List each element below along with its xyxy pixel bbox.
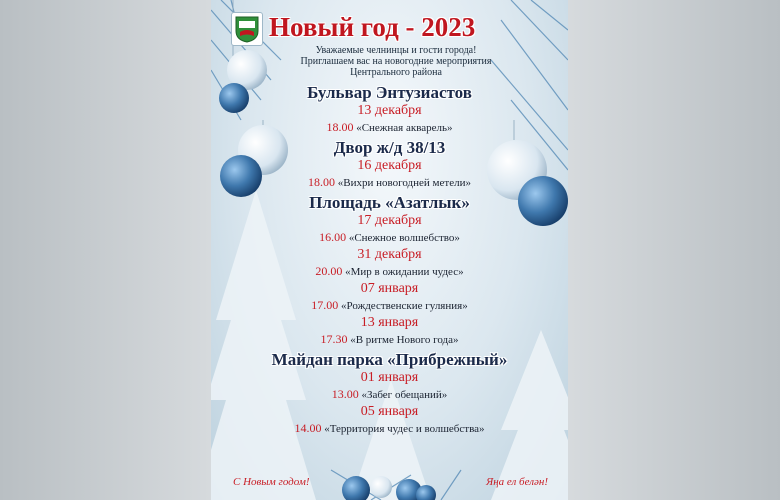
intro-line: Уважаемые челнинцы и гости города!: [315, 45, 477, 56]
event-item: [211, 331, 568, 349]
event-item: [211, 297, 568, 315]
event-date: 07 января: [360, 281, 419, 296]
event-name: «Вихри новогодней метели»: [337, 177, 471, 189]
event-time: 20.00: [315, 264, 343, 278]
event-time: 17.00: [311, 298, 339, 312]
city-emblem-icon: [231, 12, 263, 46]
event-time: 18.00: [308, 175, 336, 189]
event-item: [211, 420, 568, 438]
event-name: «В ритме Нового года»: [350, 334, 459, 346]
event-item: [211, 174, 568, 192]
greeting-russian: С Новым годом!: [233, 476, 310, 488]
greeting-tatar: Яңа ел белән!: [485, 476, 548, 488]
poster-title: Новый год - 2023: [269, 12, 476, 42]
event-name: «Снежное волшебство»: [348, 232, 460, 244]
event-item: [211, 229, 568, 247]
event-item: [211, 119, 568, 137]
venue-heading: Бульвар Энтузиастов: [307, 83, 472, 102]
new-year-poster: [211, 0, 568, 500]
event-time: 16.00: [319, 230, 347, 244]
event-time: 17.30: [320, 332, 348, 346]
event-date: 16 декабря: [357, 158, 422, 173]
event-time: 14.00: [294, 421, 322, 435]
event-date: 05 января: [360, 404, 419, 419]
intro-line: Приглашаем вас на новогодние мероприятия: [300, 56, 492, 67]
event-item: [211, 386, 568, 404]
venue-heading: Майдан парка «Прибрежный»: [271, 350, 508, 369]
event-date: 13 января: [360, 315, 419, 330]
event-name: «Снежная акварель»: [356, 122, 453, 134]
venue-heading: Двор ж/д 38/13: [333, 138, 446, 157]
event-schedule: [211, 82, 568, 438]
event-name: «Рождественские гуляния»: [341, 300, 468, 312]
event-date: 31 декабря: [357, 247, 422, 262]
event-name: «Территория чудес и волшебства»: [324, 423, 485, 435]
venue-heading: Площадь «Азатлык»: [309, 193, 470, 212]
event-name: «Забег обещаний»: [361, 389, 448, 401]
event-time: 18.00: [326, 120, 354, 134]
intro-line: Центрального района: [350, 67, 442, 78]
event-date: 01 января: [360, 370, 419, 385]
event-time: 13.00: [331, 387, 359, 401]
event-date: 13 декабря: [357, 103, 422, 118]
intro-text: [271, 45, 521, 78]
event-name: «Мир в ожидании чудес»: [345, 266, 464, 278]
event-item: [211, 263, 568, 281]
event-date: 17 декабря: [357, 213, 422, 228]
